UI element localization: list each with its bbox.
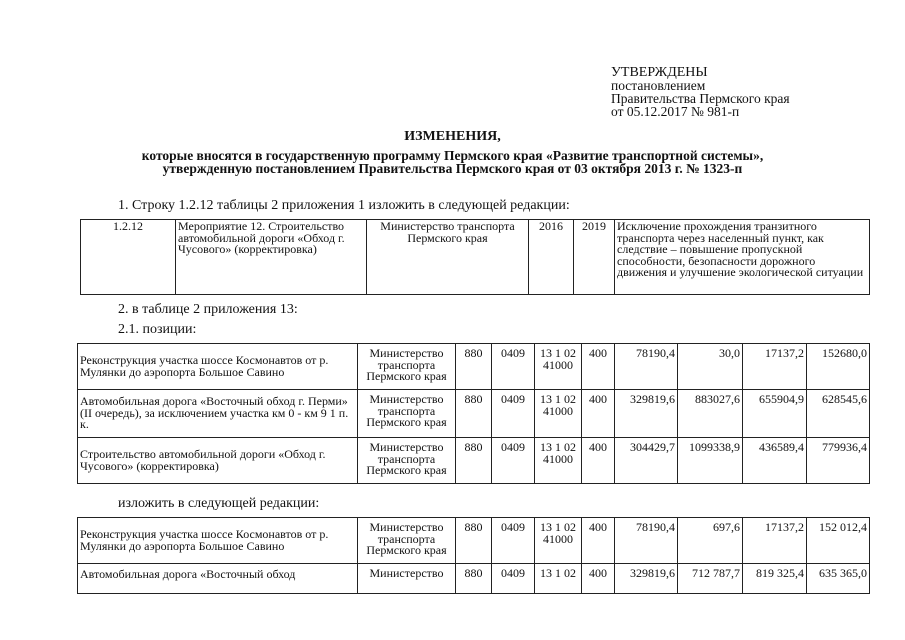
cell-csr: 13 1 02 41000	[535, 438, 582, 484]
document-title: ИЗМЕНЕНИЯ,	[404, 129, 501, 144]
cell-name: Автомобильная дорога «Восточный обход	[78, 564, 358, 594]
cell-grbs: 880	[456, 438, 492, 484]
cell-grbs: 880	[456, 518, 492, 564]
paragraph-item-2: 2. в таблице 2 приложения 13:	[118, 302, 298, 317]
cell-grbs: 880	[456, 564, 492, 594]
cell-vr: 400	[582, 438, 615, 484]
cell-csr: 13 1 02 41000	[535, 390, 582, 438]
cell-value-4: 635 365,0	[807, 564, 870, 594]
cell-code: 1.2.12	[81, 220, 176, 295]
cell-ministry: Министерство транспорта Пермского края	[358, 518, 456, 564]
cell-event: Мероприятие 12. Строительство автомобильной дороги «Обход г. Чусового» (корректировка)	[176, 220, 367, 295]
table-row	[78, 564, 870, 594]
cell-rzpr: 0409	[492, 344, 535, 390]
cell-value-1: 329819,6	[615, 564, 678, 594]
cell-value-3: 17137,2	[743, 518, 807, 564]
cell-value-1: 329819,6	[615, 390, 678, 438]
cell-value-1: 78190,4	[615, 518, 678, 564]
cell-name: Реконструкция участка шоссе Космонавтов от р. Мулянки до аэропорта Большое Савино	[78, 344, 358, 390]
cell-name: Строительство автомобильной дороги «Обход г. Чусового» (корректировка)	[78, 438, 358, 484]
approval-line-1: УТВЕРЖДЕНЫ	[611, 65, 708, 80]
cell-value-2: 30,0	[678, 344, 743, 390]
table-1	[80, 219, 870, 295]
table-row	[78, 344, 870, 390]
cell-ministry: Министерство транспорта Пермского края	[358, 344, 456, 390]
cell-result: Исключение прохождения транзитного транспорта через населенный пункт, как следствие – повышение пропускной способности, безопасности дорожного движения и улучшение экологической ситуации	[615, 220, 870, 295]
cell-value-3: 819 325,4	[743, 564, 807, 594]
table-2	[77, 343, 870, 484]
cell-csr: 13 1 02 41000	[535, 518, 582, 564]
cell-ministry: Министерство транспорта Пермского края	[358, 390, 456, 438]
cell-value-1: 304429,7	[615, 438, 678, 484]
table-row	[78, 518, 870, 564]
cell-year-start: 2016	[529, 220, 574, 295]
table-row	[78, 390, 870, 438]
cell-value-4: 628545,6	[807, 390, 870, 438]
cell-csr: 13 1 02	[535, 564, 582, 594]
cell-rzpr: 0409	[492, 390, 535, 438]
paragraph-item-1: 1. Строку 1.2.12 таблицы 2 приложения 1 изложить в следующей редакции:	[118, 198, 570, 213]
document-subtitle	[0, 149, 905, 175]
cell-value-3: 655904,9	[743, 390, 807, 438]
cell-ministry: Министерство транспорта Пермского края	[358, 438, 456, 484]
paragraph-item-2-1: 2.1. позиции:	[118, 322, 197, 337]
cell-value-2: 712 787,7	[678, 564, 743, 594]
cell-value-4: 152680,0	[807, 344, 870, 390]
table-row	[81, 220, 870, 295]
cell-ministry: Министерство транспорта Пермского края	[367, 220, 529, 295]
cell-value-4: 779936,4	[807, 438, 870, 484]
cell-vr: 400	[582, 390, 615, 438]
cell-rzpr: 0409	[492, 438, 535, 484]
cell-grbs: 880	[456, 390, 492, 438]
cell-year-end: 2019	[574, 220, 615, 295]
table-3	[77, 517, 870, 594]
cell-value-3: 436589,4	[743, 438, 807, 484]
approval-line-2: постановлением	[611, 78, 706, 93]
cell-value-1: 78190,4	[615, 344, 678, 390]
cell-vr: 400	[582, 344, 615, 390]
subtitle-line-1: которые вносятся в государственную программу Пермского края «Развитие транспортной системы»,	[141, 148, 764, 163]
cell-rzpr: 0409	[492, 518, 535, 564]
paragraph-new-edition: изложить в следующей редакции:	[118, 496, 320, 511]
subtitle-line-2: утвержденную постановлением Правительства Пермского края от 03 октября 2013 г. № 1323-п	[162, 161, 743, 176]
cell-csr: 13 1 02 41000	[535, 344, 582, 390]
table-row	[78, 438, 870, 484]
cell-value-2: 697,6	[678, 518, 743, 564]
cell-value-2: 1099338,9	[678, 438, 743, 484]
approval-line-4: от 05.12.2017 № 981-п	[611, 104, 740, 119]
cell-name: Автомобильная дорога «Восточный обход г. Перми» (II очередь), за исключением участка км 0 - км 9 1 п. к.	[78, 390, 358, 438]
cell-name: Реконструкция участка шоссе Космонавтов от р. Мулянки до аэропорта Большое Савино	[78, 518, 358, 564]
cell-grbs: 880	[456, 344, 492, 390]
cell-vr: 400	[582, 518, 615, 564]
cell-value-3: 17137,2	[743, 344, 807, 390]
approval-line-3: Правительства Пермского края	[611, 91, 790, 106]
cell-vr: 400	[582, 564, 615, 594]
cell-rzpr: 0409	[492, 564, 535, 594]
cell-value-4: 152 012,4	[807, 518, 870, 564]
approval-stamp	[611, 66, 790, 118]
cell-value-2: 883027,6	[678, 390, 743, 438]
cell-ministry: Министерство	[358, 564, 456, 594]
